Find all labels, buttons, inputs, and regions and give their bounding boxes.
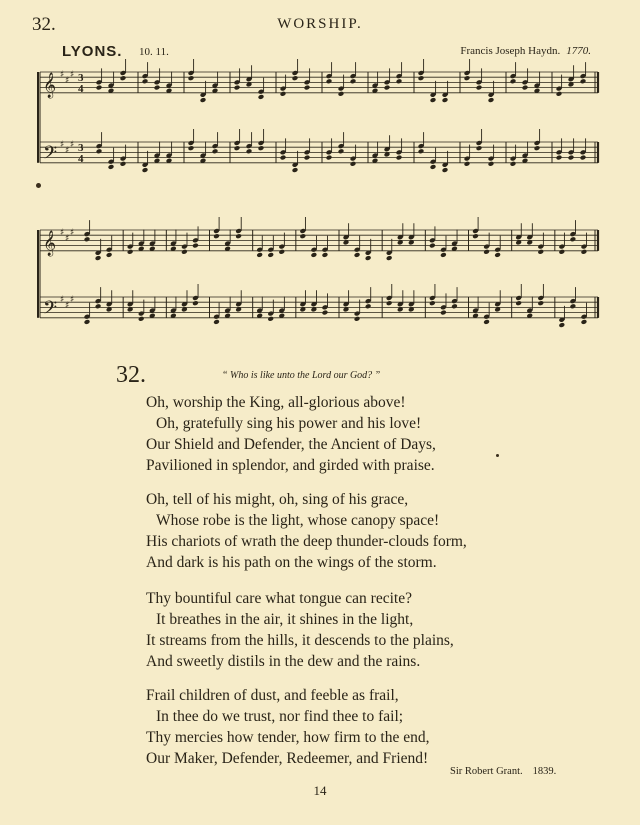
sharp-sign: ♯ [65,146,70,156]
note-head [338,148,345,154]
note-head [234,85,241,91]
stanza-2 [146,489,467,573]
note-head [256,252,263,258]
sharp-sign: ♯ [60,228,65,238]
note-head [494,252,501,258]
note-head [386,255,393,261]
note-head [515,300,522,306]
note-head [522,85,529,91]
note-head [278,249,285,255]
author-year: 1839. [532,766,557,777]
sharp-sign: ♯ [70,140,75,150]
note-head [440,310,447,316]
note-head [537,249,544,255]
note-head [84,319,91,325]
note-head [483,319,490,325]
note-head [558,322,565,328]
sharp-sign: ♯ [70,70,75,80]
note-head [192,300,199,306]
note-head [258,94,265,100]
sharp-sign: ♯ [65,76,70,86]
stanza-1 [146,392,436,476]
note-head [451,303,458,309]
note-head [570,303,577,309]
note-head [365,303,372,309]
note-head [299,233,306,239]
composer-year: 1770. [566,45,591,57]
note-head [354,316,361,322]
note-head [258,145,265,151]
note-head [96,85,103,91]
note-head [188,75,195,81]
verse-line: In thee do we trust, nor find thee to fail; [156,708,404,725]
note-head [354,252,361,258]
stanza-4 [146,685,429,769]
note-head [476,145,483,151]
note-head [429,243,436,249]
verse-line: Oh, gratefully sing his power and his love! [156,415,422,432]
time-signature-bottom: 4 [78,153,84,165]
sharp-sign: ♯ [60,140,65,150]
note-head [510,78,517,84]
note-head [476,85,483,91]
epigraph: “ Who is like unto the Lord our God? ” [222,370,381,381]
note-head [534,145,541,151]
note-head [570,236,577,242]
note-head [326,78,333,84]
ink-spot [496,454,499,457]
verse-line: Thy mercies how tender, how firm to the end, [146,729,430,746]
note-head [280,155,287,161]
author [450,766,556,777]
note-head [418,148,425,154]
note-head [108,164,115,170]
header-title: WORSHIP. [277,16,363,32]
note-head [142,78,149,84]
header-number: 32. [32,14,56,35]
note-head [556,91,563,97]
tune-name: LYONS. [62,43,123,60]
note-head [580,155,587,161]
sharp-sign: ♯ [60,70,65,80]
note-head [106,252,113,258]
note-head [568,155,575,161]
verse-line: And sweetly distils in the dew and the rains. [146,653,421,670]
clef: 𝄞 [43,72,57,98]
sharp-sign: ♯ [70,228,75,238]
verse-line: It breathes in the air, it shines in the light, [156,611,414,628]
ink-spot [36,183,41,188]
verse-line: Pavilioned in splendor, and girded with praise. [146,457,435,474]
verse-line: His chariots of wrath the deep thunder-clouds form, [146,533,467,550]
note-head [96,148,103,154]
note-head [142,167,149,173]
note-head [127,249,134,255]
note-head [537,300,544,306]
note-head [442,97,449,103]
note-head [350,161,357,167]
verse-line: And dark is his path on the wings of the storm. [146,554,437,571]
stanza-3 [146,588,454,672]
verse-line: It streams from the hills, it descends to the plains, [146,632,454,649]
note-head [384,85,391,91]
note-head [488,97,495,103]
verse-line: Whose robe is the light, whose canopy space! [156,512,440,529]
verse-line: Oh, tell of his might, oh, sing of his grace, [146,491,409,508]
sharp-sign: ♯ [70,295,75,305]
note-head [212,148,219,154]
note-head [558,249,565,255]
note-head [234,145,241,151]
note-head [464,75,471,81]
note-head [267,252,274,258]
note-head [235,233,242,239]
note-head [464,161,471,167]
note-head [418,75,425,81]
note-head [386,300,393,306]
verse-line: Thy bountiful care what tongue can recite? [146,590,412,607]
note-head [138,316,145,322]
note-head [95,303,102,309]
sharp-sign: ♯ [65,301,70,311]
author-name: Sir Robert Grant. [450,766,523,777]
note-head [365,255,372,261]
note-head [322,252,329,258]
time-signature-bottom: 4 [78,83,84,95]
note-head [396,155,403,161]
note-head [304,155,311,161]
note-head [556,155,563,161]
note-head [430,97,437,103]
note-head [292,167,299,173]
note-head [213,233,220,239]
note-head [181,249,188,255]
note-head [472,233,479,239]
verse-line: Our Shield and Defender, the Ancient of Days, [146,436,436,453]
note-head [429,300,436,306]
note-head [488,161,495,167]
note-head [580,78,587,84]
hymn-number: 32. [116,362,146,388]
note-head [338,91,345,97]
note-head [292,75,299,81]
note-head [581,249,588,255]
clef: 𝄞 [43,230,57,256]
composer-name: Francis Joseph Haydn. [460,45,561,57]
verse-line: Frail children of dust, and feeble as frail, [146,687,399,704]
note-head [280,91,287,97]
music-score [0,0,640,340]
clef: 𝄢 [43,297,58,323]
note-head [440,252,447,258]
sharp-sign: ♯ [65,234,70,244]
note-head [430,164,437,170]
verse-line: Our Maker, Defender, Redeemer, and Friend! [146,750,429,767]
note-head [120,161,127,167]
clef: 𝄢 [43,142,58,168]
sharp-sign: ♯ [60,295,65,305]
note-head [510,161,517,167]
note-head [326,155,333,161]
note-head [396,78,403,84]
tune-meter: 10. 11. [139,46,169,58]
note-head [188,145,195,151]
note-head [581,319,588,325]
note-head [192,243,199,249]
note-head [200,97,207,103]
note-head [350,78,357,84]
note-head [120,75,127,81]
note-head [95,255,102,261]
page-number: 14 [313,783,327,798]
note-head [267,316,274,322]
time-signature-top: 3 [78,72,84,84]
note-head [84,236,91,242]
time-signature-top: 3 [78,142,84,154]
note-head [246,148,253,154]
note-head [213,319,220,325]
note-head [304,85,311,91]
note-head [483,249,490,255]
note-head [154,85,161,91]
note-head [322,310,329,316]
note-head [311,252,318,258]
verse-line: Oh, worship the King, all-glorious above! [146,394,406,411]
note-head [442,167,449,173]
